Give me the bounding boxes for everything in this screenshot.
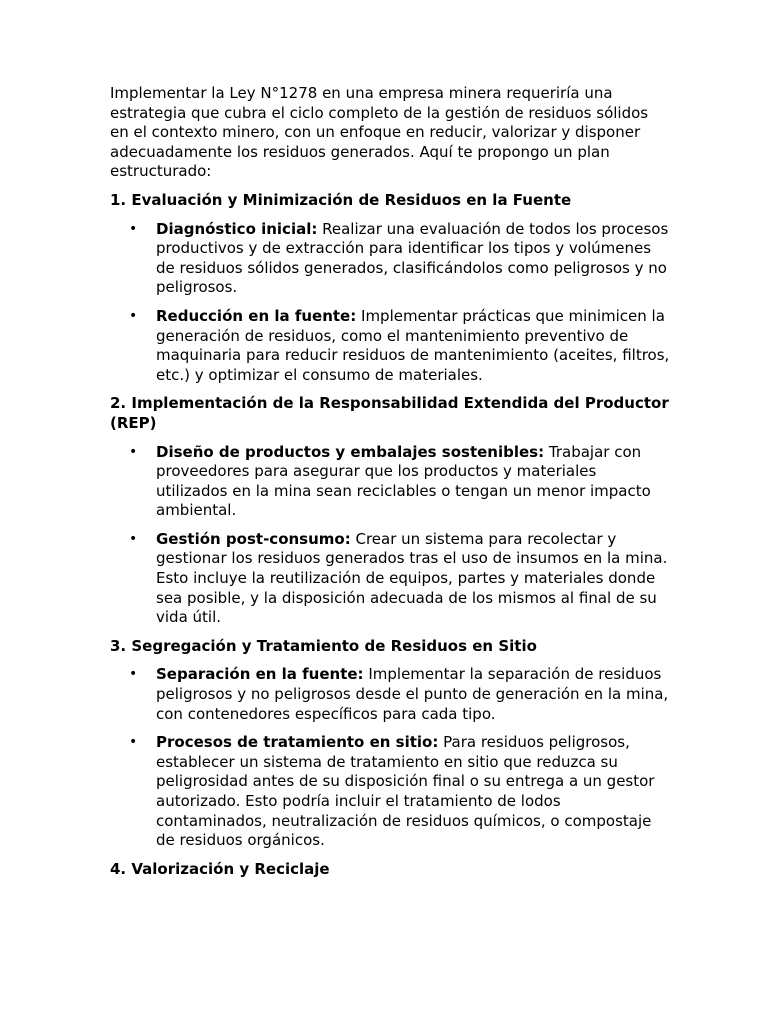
list-item (110, 220, 670, 298)
item-term: Separación en la fuente: (156, 665, 364, 684)
section-heading: 3. Segregación y Tratamiento de Residuos en Sitio (110, 636, 537, 655)
bullet-icon: • (129, 666, 138, 683)
bullet-list (110, 665, 670, 850)
intro-paragraph: Implementar la Ley N°1278 en una empresa minera requeriría una estrategia que cubra el ciclo completo de la gestión de residuos sólidos en el contexto minero, con un enfoque en reducir, valorizar y disponer adecuadamente los residuos generados. Aquí te propongo un plan estructurado: (110, 84, 649, 181)
item-term: Diseño de productos y embalajes sostenibles: (156, 442, 545, 461)
list-item (110, 443, 670, 521)
bullet-icon: • (129, 443, 138, 460)
item-text: Crear un sistema para recolectar y gestionar los residuos generados tras el uso de insumos en la mina. Esto incluye la reutilización de equipos, partes y materiales donde sea posible, y la disposición adecuada de los mismos al final de su vida útil. (156, 529, 668, 627)
item-text: Implementar prácticas que minimicen la generación de residuos, como el mantenimiento preventivo de maquinaria para reducir residuos de mantenimiento (aceites, filtros, etc.) y optimizar el consumo de materiales. (156, 306, 670, 384)
item-text: Realizar una evaluación de todos los procesos productivos y de extracción para identificar los tipos y volúmenes de residuos sólidos generados, clasificándolos como peligrosos y no peligrosos. (156, 219, 669, 297)
item-text: Trabajar con proveedores para asegurar que los productos y materiales utilizados en la mina sean reciclables o tengan un menor impacto ambiental. (156, 442, 651, 520)
list-item (110, 665, 670, 724)
section-heading: 2. Implementación de la Responsabilidad Extendida del Productor (REP) (110, 394, 669, 432)
item-term: Diagnóstico inicial: (156, 219, 318, 238)
document-page (110, 84, 670, 888)
item-text: Implementar la separación de residuos peligrosos y no peligrosos desde el punto de generación en la mina, con contenedores específicos para cada tipo. (156, 665, 669, 723)
section-heading: 4. Valorización y Reciclaje (110, 859, 330, 878)
list-item (110, 733, 670, 851)
item-term: Gestión post-consumo: (156, 529, 351, 548)
bullet-list (110, 220, 670, 386)
bullet-icon: • (129, 220, 138, 237)
item-text: Para residuos peligrosos, establecer un sistema de tratamiento en sitio que reduzca su peligrosidad antes de su disposición final o su entrega a un gestor autorizado. Esto podría incluir el tratamiento de lodos contaminados, neutralización de residuos químicos, o compostaje de residuos orgánicos. (156, 733, 655, 850)
bullet-icon: • (129, 307, 138, 324)
bullet-list (110, 443, 670, 628)
bullet-icon: • (129, 530, 138, 547)
list-item (110, 307, 670, 385)
item-term: Reducción en la fuente: (156, 306, 357, 325)
list-item (110, 530, 670, 628)
bullet-icon: • (129, 734, 138, 751)
item-term: Procesos de tratamiento en sitio: (156, 733, 439, 752)
section-heading: 1. Evaluación y Minimización de Residuos en la Fuente (110, 190, 572, 209)
